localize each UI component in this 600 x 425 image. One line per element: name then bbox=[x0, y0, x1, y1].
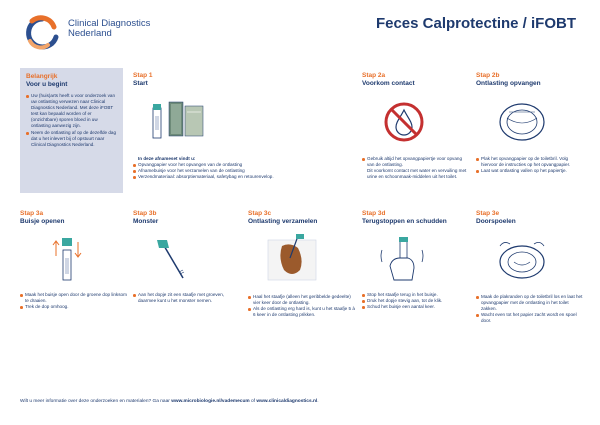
toilet-flush-icon bbox=[494, 236, 550, 282]
document-title: Feces Calprotectine / iFOBT bbox=[375, 15, 576, 32]
step-2b bbox=[476, 72, 586, 202]
step-number: Stap 2b bbox=[476, 72, 500, 79]
sampling-stick-icon bbox=[153, 236, 193, 282]
kit-contents-icon bbox=[147, 98, 207, 140]
footer-link-website[interactable]: www.clinicaldiagnostics.nl bbox=[256, 399, 318, 404]
step-number: Stap 3d bbox=[362, 210, 386, 217]
open-tube-icon bbox=[48, 236, 88, 282]
step-title: Buisje openen bbox=[20, 218, 65, 225]
step-bullet: Aan het dopje zit een staafje met groeven, daarmee kunt u het monster nemen. bbox=[133, 292, 241, 304]
logo bbox=[22, 15, 182, 51]
step-number: Stap 3b bbox=[133, 210, 157, 217]
step-list bbox=[248, 294, 356, 318]
intro-heading: Belangrijk bbox=[26, 73, 58, 80]
hand-shaking-tube-icon bbox=[378, 236, 428, 282]
step-bullet: Haal het staafje (alleen het geribbelde gedeelte) vier keer door de ontlasting. bbox=[248, 294, 356, 306]
footer-link-vademecum[interactable]: www.microbiologie.nl/vademecum bbox=[171, 399, 250, 404]
no-water-contact-icon bbox=[382, 100, 426, 144]
step-1 bbox=[133, 72, 353, 202]
step-number: Stap 1 bbox=[133, 72, 153, 79]
step-bullet: Maak de plakranden op de toiletbril los en laat het opvangpapier met de ontlasting in het toilet zakken. bbox=[476, 294, 584, 312]
step-bullet: Maak het buisje open door de groene dop linksom te draaien. bbox=[20, 292, 128, 304]
step-bullet: Trek de dop omhoog. bbox=[20, 304, 128, 310]
step-list bbox=[362, 156, 470, 180]
step-list bbox=[20, 292, 128, 310]
step-bullet: Wacht even tot het papier zacht wordt en spoel door. bbox=[476, 312, 584, 324]
step-bullet: Gebruik altijd het opvangpapiertje voor opvang van de ontlasting. bbox=[362, 156, 470, 168]
step-title: Terugstoppen en schudden bbox=[362, 218, 447, 225]
step-number: Stap 3c bbox=[248, 210, 272, 217]
step-number: Stap 2a bbox=[362, 72, 386, 79]
step-title: Doorspoelen bbox=[476, 218, 516, 225]
step-3b bbox=[133, 210, 241, 330]
intro-box bbox=[20, 68, 123, 193]
step-3a bbox=[20, 210, 125, 330]
step-3d bbox=[362, 210, 470, 330]
footer-text: of bbox=[251, 399, 256, 404]
step-bullet: Laat wat ontlasting vallen op het papiertje. bbox=[476, 168, 584, 174]
cdn-logo-icon bbox=[22, 15, 62, 51]
logo-line2: Nederland bbox=[68, 28, 112, 39]
footer-text: Wilt u meer informatie over deze onderzoeken en materialen? Ga naar bbox=[20, 399, 170, 404]
footer-text: . bbox=[317, 399, 319, 404]
step-2a bbox=[362, 72, 467, 202]
step-list bbox=[476, 156, 584, 174]
stick-in-stool-icon bbox=[264, 234, 320, 284]
logo-line1: Clinical Diagnostics bbox=[68, 18, 151, 29]
step-list bbox=[133, 292, 241, 304]
step-number: Stap 3a bbox=[20, 210, 44, 217]
intro-bullet: Uw (huis)arts heeft u voor onderzoek van uw ontlasting verwezen naar Clinical Diagnostics Nederland. Met deze iFOBT test kan bepaald worden of er (onzichtbare) sporen bloed in uw ontlasting aanwezig zijn. bbox=[26, 93, 117, 129]
intro-subheading: Voor u begint bbox=[26, 81, 68, 88]
step-bullet: Opvangpapier voor het opvangen van de ontlasting bbox=[133, 162, 353, 168]
step-title: Monster bbox=[133, 218, 159, 225]
step-list bbox=[362, 292, 470, 310]
intro-bullet: Neem de ontlasting af op de dezelfde dag dat u het inlevert bij of opstuurt naar Clinical Diagnostics Nederland. bbox=[26, 130, 117, 148]
step-bullet: Druk het dopje stevig aan, tot de klik. bbox=[362, 298, 470, 304]
footer bbox=[20, 399, 319, 404]
step-list bbox=[476, 294, 584, 324]
step-list bbox=[133, 156, 353, 180]
step-bullet: Afnamebuisje voor het verzamelen van de ontlasting bbox=[133, 168, 353, 174]
step-bullet: Schud het buisje een aantal keer. bbox=[362, 304, 470, 310]
step-bullet: Verzendmateriaal: absorptiemateriaal, safetybag en retourenvelop. bbox=[133, 174, 353, 180]
step-number: Stap 3e bbox=[476, 210, 500, 217]
step-bullet: Dit voorkomt contact met water en vervuiling met urine en schoonmaak-middelen uit het toilet. bbox=[367, 168, 467, 179]
step-title: Ontlasting verzamelen bbox=[248, 218, 318, 225]
step-subheading: In deze afnameset vindt u: bbox=[138, 156, 196, 161]
step-title: Voorkom contact bbox=[362, 80, 415, 87]
step-3e bbox=[476, 210, 586, 340]
step-3c bbox=[248, 210, 356, 340]
step-bullet: Stop het staafje terug in het buisje. bbox=[362, 292, 470, 298]
step-bullet: Plak het opvangpapier op de toiletbril. Volg hiervoor de instructies op het opvangpapier. bbox=[476, 156, 584, 168]
step-title: Ontlasting opvangen bbox=[476, 80, 541, 87]
intro-list bbox=[26, 93, 117, 148]
step-bullet: Als de ontlasting erg hard is, kunt u het staafje 5 à 6 keer in de ontlasting prikken. bbox=[248, 306, 356, 318]
step-title: Start bbox=[133, 80, 148, 87]
toilet-with-paper-icon bbox=[496, 98, 548, 144]
